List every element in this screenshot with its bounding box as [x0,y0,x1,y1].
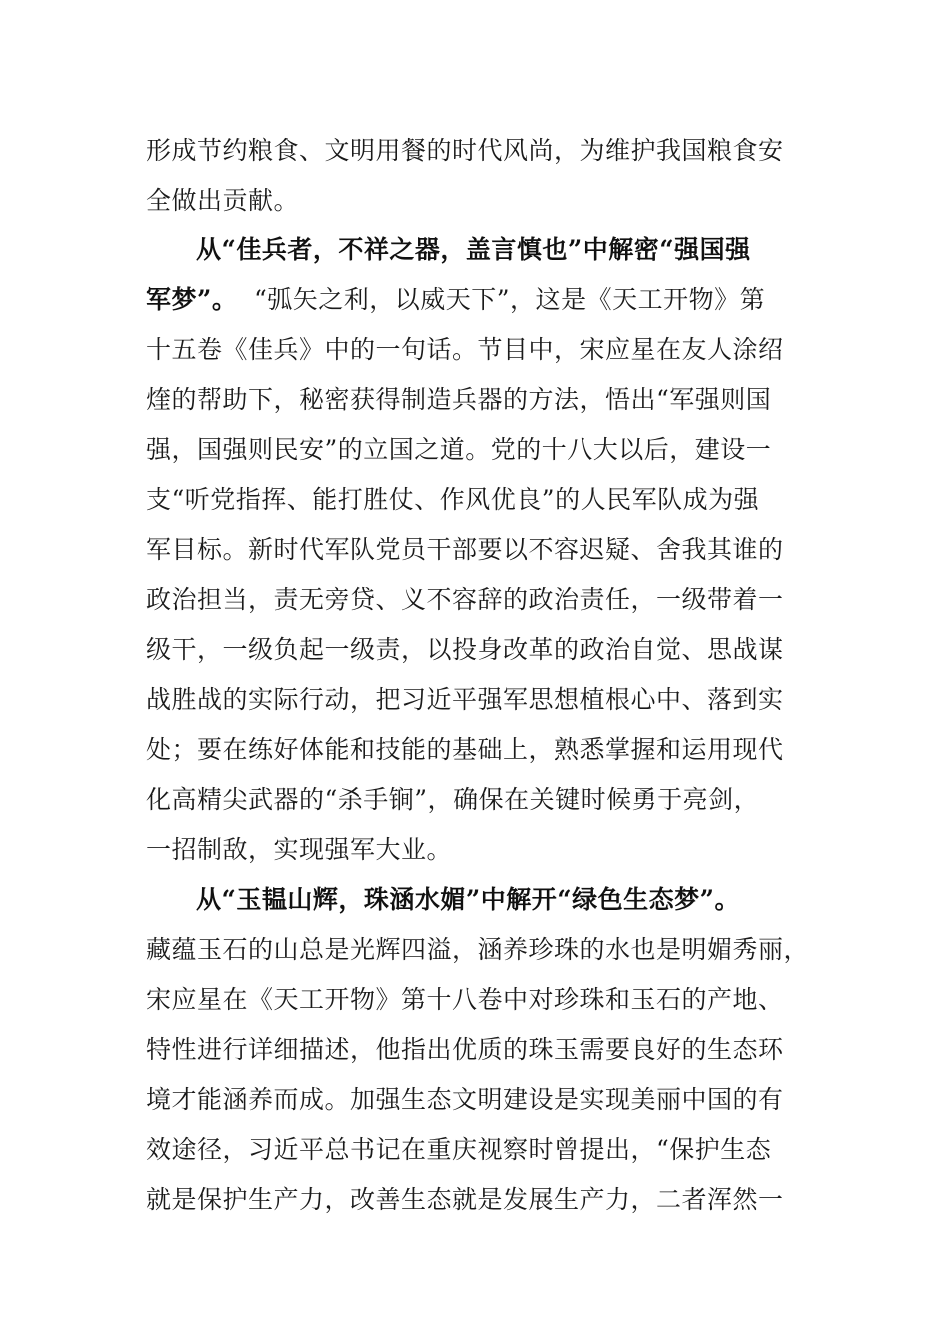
paragraph-line: 化高精尖武器的“杀手锏”，确保在关键时候勇于亮剑， [146,785,760,814]
paragraph-line: 境才能涵养而成。加强生态文明建设是实现美丽中国的有 [146,1085,784,1114]
paragraph-line: 强，国强则民安”的立国之道。党的十八大以后，建设一 [146,435,772,464]
paragraph-line: 处；要在练好体能和技能的基础上，熟悉掌握和运用现代 [146,735,784,764]
paragraph-line: 特性进行详细描述，他指出优质的珠玉需要良好的生态环 [146,1035,784,1064]
paragraph-line: 宋应星在《天工开物》第十八卷中对珍珠和玉石的产地、 [146,985,784,1014]
section-heading-line: 从“玉韫山辉，珠涵水媚”中解开“绿色生态梦”。 [196,885,741,914]
paragraph-line: 级干，一级负起一级责，以投身改革的政治自觉、思战谋 [146,635,784,664]
paragraph-line: 一招制敌，实现强军大业。 [146,835,453,864]
paragraph-line: 藏蕴玉石的山总是光辉四溢，涵养珍珠的水也是明媚秀丽， [146,935,810,964]
paragraph-line: 支“听党指挥、能打胜仗、作风优良”的人民军队成为强 [146,485,760,514]
paragraph-line: “弧矢之利，以威天下”，这是《天工开物》第 [254,285,766,314]
section-heading-line: 从“佳兵者，不祥之器，盖言慎也”中解密“强国强 [196,235,751,264]
paragraph-line: 军目标。新时代军队党员干部要以不容迟疑、舍我其谁的 [146,535,784,564]
paragraph-line: 就是保护生产力，改善生态就是发展生产力，二者浑然一 [146,1185,784,1214]
paragraph-line: 战胜战的实际行动，把习近平强军思想植根心中、落到实 [146,685,784,714]
paragraph-line: 全做出贡献。 [146,186,300,215]
paragraph-line: 煃的帮助下，秘密获得制造兵器的方法，悟出“军强则国 [146,385,772,414]
paragraph-line: 十五卷《佳兵》中的一句话。节目中，宋应星在友人涂绍 [146,335,784,364]
paragraph-line: 形成节约粮食、文明用餐的时代风尚，为维护我国粮食安 [146,136,784,165]
section-heading-line: 军梦”。 [146,285,238,314]
paragraph-line: 政治担当，责无旁贷、义不容辞的政治责任，一级带着一 [146,585,784,614]
paragraph-line: 效途径，习近平总书记在重庆视察时曾提出，“保护生态 [146,1135,772,1164]
